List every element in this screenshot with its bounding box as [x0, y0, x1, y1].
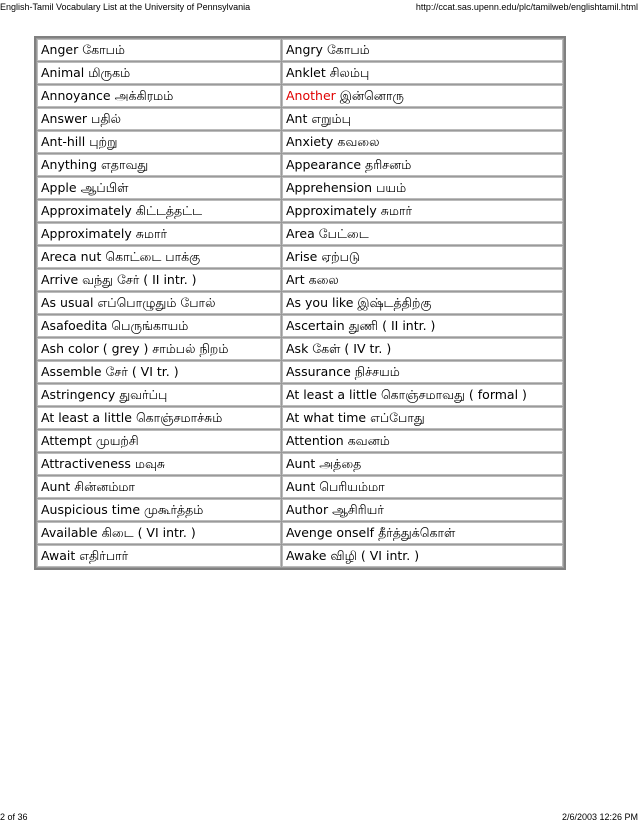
vocab-entry — [37, 39, 281, 61]
tamil-word: எதாவது — [101, 157, 149, 172]
tamil-word: கிட்டத்தட்ட — [135, 203, 203, 218]
tamil-word: எப்பொழுதும் போல் — [97, 295, 216, 310]
english-word: Available — [41, 525, 98, 540]
tamil-word: முயற்சி — [95, 433, 139, 448]
tamil-word: நிச்சயம் — [354, 364, 400, 379]
english-word: Auspicious time — [41, 502, 141, 517]
tamil-word: மிருகம் — [88, 65, 131, 80]
tamil-word: கவலை — [337, 134, 380, 149]
vocab-entry — [282, 39, 563, 61]
vocab-entry — [282, 453, 563, 475]
english-word: Author — [286, 502, 329, 517]
english-word: At least a little — [41, 410, 132, 425]
english-word: Arrive — [41, 272, 79, 287]
tamil-word: தரிசனம் — [365, 157, 412, 172]
page-number: 2 of 36 — [0, 812, 28, 822]
english-word: Approximately — [41, 203, 132, 218]
english-word: Apple — [41, 180, 77, 195]
tamil-word: ( grey ) சாம்பல் நிறம் — [102, 341, 229, 356]
tamil-word: சின்னம்மா — [74, 479, 135, 494]
vocab-entry — [37, 269, 281, 291]
english-word: Apprehension — [286, 180, 373, 195]
english-word: Answer — [41, 111, 88, 126]
vocab-entry — [282, 499, 563, 521]
tamil-word: கொட்டை பாக்கு — [105, 249, 201, 264]
vocab-entry — [282, 545, 563, 567]
tamil-word: மவுசு — [134, 456, 166, 471]
tamil-word: கோபம் — [82, 42, 125, 57]
english-word: Approximately — [41, 226, 132, 241]
table-row — [37, 338, 563, 360]
tamil-word: கொஞ்சமாச்சும் — [135, 410, 223, 425]
vocab-entry — [37, 223, 281, 245]
vocab-entry — [282, 407, 563, 429]
tamil-word: முகூர்த்தம் — [144, 502, 204, 517]
english-word: Aunt — [41, 479, 71, 494]
english-word: Avenge onself — [286, 525, 375, 540]
tamil-word: ஆசிரியர் — [332, 502, 384, 517]
tamil-word: சிலம்பு — [329, 65, 370, 80]
tamil-word: கோபம் — [326, 42, 370, 57]
english-word: Asafoedita — [41, 318, 108, 333]
table-row — [37, 476, 563, 498]
table-row — [37, 246, 563, 268]
tamil-word: எதிர்பார் — [79, 548, 129, 563]
tamil-word: சுமார் — [135, 226, 167, 241]
tamil-word: கிடை ( VI intr. ) — [101, 525, 196, 540]
vocab-entry — [282, 292, 563, 314]
vocab-entry — [282, 476, 563, 498]
vocab-entry — [37, 85, 281, 107]
table-row — [37, 522, 563, 544]
vocab-entry — [37, 131, 281, 153]
table-row — [37, 499, 563, 521]
vocab-entry — [282, 62, 563, 84]
vocab-entry — [37, 545, 281, 567]
vocab-entry — [282, 108, 563, 130]
vocab-entry — [37, 384, 281, 406]
table-row — [37, 545, 563, 567]
vocab-entry — [37, 407, 281, 429]
vocab-entry — [37, 108, 281, 130]
english-word: At what time — [286, 410, 367, 425]
english-word: Assemble — [41, 364, 102, 379]
tamil-word: பெருங்காயம் — [111, 318, 189, 333]
vocab-entry — [282, 200, 563, 222]
tamil-word: சுமார் — [380, 203, 412, 218]
english-word: Art — [286, 272, 305, 287]
english-word: Anything — [41, 157, 98, 172]
english-word: Attempt — [41, 433, 92, 448]
table-row — [37, 62, 563, 84]
tamil-word: அத்தை — [319, 456, 362, 471]
english-word: Attractiveness — [41, 456, 131, 471]
english-word: Assurance — [286, 364, 351, 379]
vocab-entry — [37, 177, 281, 199]
vocab-entry — [37, 476, 281, 498]
vocab-entry — [37, 361, 281, 383]
english-word: Await — [41, 548, 76, 563]
vocab-entry — [282, 85, 563, 107]
table-row — [37, 85, 563, 107]
print-timestamp: 2/6/2003 12:26 PM — [561, 812, 638, 822]
english-word: Ask — [286, 341, 309, 356]
vocab-entry — [282, 154, 563, 176]
english-word: Approximately — [286, 203, 377, 218]
english-word: Attention — [286, 433, 344, 448]
vocab-entry — [282, 315, 563, 337]
table-row — [37, 131, 563, 153]
english-word: As usual — [41, 295, 94, 310]
tamil-word: இஷ்டத்திற்கு — [357, 295, 432, 310]
tamil-word: அக்கிரமம் — [114, 88, 174, 103]
tamil-word: இன்னொரு — [339, 88, 405, 103]
english-word: As you like — [286, 295, 354, 310]
english-word: Aunt — [286, 456, 316, 471]
table-row — [37, 430, 563, 452]
tamil-word: கொஞ்சமாவது ( formal ) — [380, 387, 527, 402]
vocab-entry — [37, 315, 281, 337]
english-word: Annoyance — [41, 88, 111, 103]
tamil-word: கவனம் — [347, 433, 390, 448]
english-word: Anklet — [286, 65, 326, 80]
english-word: Animal — [41, 65, 85, 80]
vocab-entry — [282, 177, 563, 199]
vocab-entry — [37, 453, 281, 475]
table-row — [37, 154, 563, 176]
vocab-entry — [37, 430, 281, 452]
english-word: Areca nut — [41, 249, 102, 264]
vocabulary-table — [34, 36, 566, 570]
tamil-word: ஏற்படு — [321, 249, 361, 264]
page-header-title: English-Tamil Vocabulary List at the University of Pennsylvania — [0, 2, 251, 12]
tamil-word: தீர்த்துக்கொள் — [378, 525, 456, 540]
table-row — [37, 177, 563, 199]
english-word: Another — [286, 88, 336, 103]
tamil-word: விழி ( VI intr. ) — [330, 548, 420, 563]
tamil-word: பேட்டை — [318, 226, 369, 241]
table-row — [37, 384, 563, 406]
vocab-entry — [282, 384, 563, 406]
english-word: Ascertain — [286, 318, 345, 333]
vocab-entry — [282, 522, 563, 544]
english-word: Anxiety — [286, 134, 334, 149]
table-row — [37, 361, 563, 383]
english-word: Astringency — [41, 387, 116, 402]
english-word: Area — [286, 226, 315, 241]
vocab-entry — [37, 246, 281, 268]
tamil-word: வந்து சேர் ( II intr. ) — [82, 272, 197, 287]
english-word: Aunt — [286, 479, 316, 494]
tamil-word: எறும்பு — [311, 111, 351, 126]
tamil-word: துணி ( II intr. ) — [348, 318, 436, 333]
english-word: Ash color — [41, 341, 99, 356]
english-word: At least a little — [286, 387, 377, 402]
table-row — [37, 292, 563, 314]
vocab-entry — [37, 200, 281, 222]
vocab-entry — [282, 269, 563, 291]
vocab-entry — [282, 430, 563, 452]
english-word: Ant — [286, 111, 308, 126]
table-row — [37, 39, 563, 61]
tamil-word: எப்போது — [370, 410, 425, 425]
vocab-entry — [37, 338, 281, 360]
english-word: Angry — [286, 42, 323, 57]
vocab-entry — [282, 131, 563, 153]
tamil-word: புற்று — [89, 134, 118, 149]
english-word: Arise — [286, 249, 318, 264]
vocab-entry — [37, 154, 281, 176]
english-word: Appearance — [286, 157, 362, 172]
table-row — [37, 108, 563, 130]
tamil-word: பதில் — [91, 111, 121, 126]
page-header-url[interactable]: http://ccat.sas.upenn.edu/plc/tamilweb/englishtamil.html — [415, 2, 638, 12]
table-row — [37, 453, 563, 475]
english-word: Ant-hill — [41, 134, 86, 149]
tamil-word: ஆப்பிள் — [80, 180, 129, 195]
table-row — [37, 200, 563, 222]
vocab-entry — [282, 361, 563, 383]
table-row — [37, 407, 563, 429]
vocab-entry — [37, 62, 281, 84]
vocab-entry — [37, 499, 281, 521]
tamil-word: பயம் — [376, 180, 407, 195]
vocab-entry — [282, 338, 563, 360]
vocab-entry — [282, 223, 563, 245]
english-word: Anger — [41, 42, 79, 57]
tamil-word: சேர் ( VI tr. ) — [105, 364, 179, 379]
vocab-entry — [37, 292, 281, 314]
vocab-entry — [37, 522, 281, 544]
table-row — [37, 223, 563, 245]
english-word: Awake — [286, 548, 327, 563]
table-row — [37, 315, 563, 337]
tamil-word: கலை — [308, 272, 339, 287]
tamil-word: பெரியம்மா — [319, 479, 385, 494]
tamil-word: துவர்ப்பு — [119, 387, 168, 402]
vocab-entry — [282, 246, 563, 268]
tamil-word: கேள் ( IV tr. ) — [312, 341, 392, 356]
table-row — [37, 269, 563, 291]
